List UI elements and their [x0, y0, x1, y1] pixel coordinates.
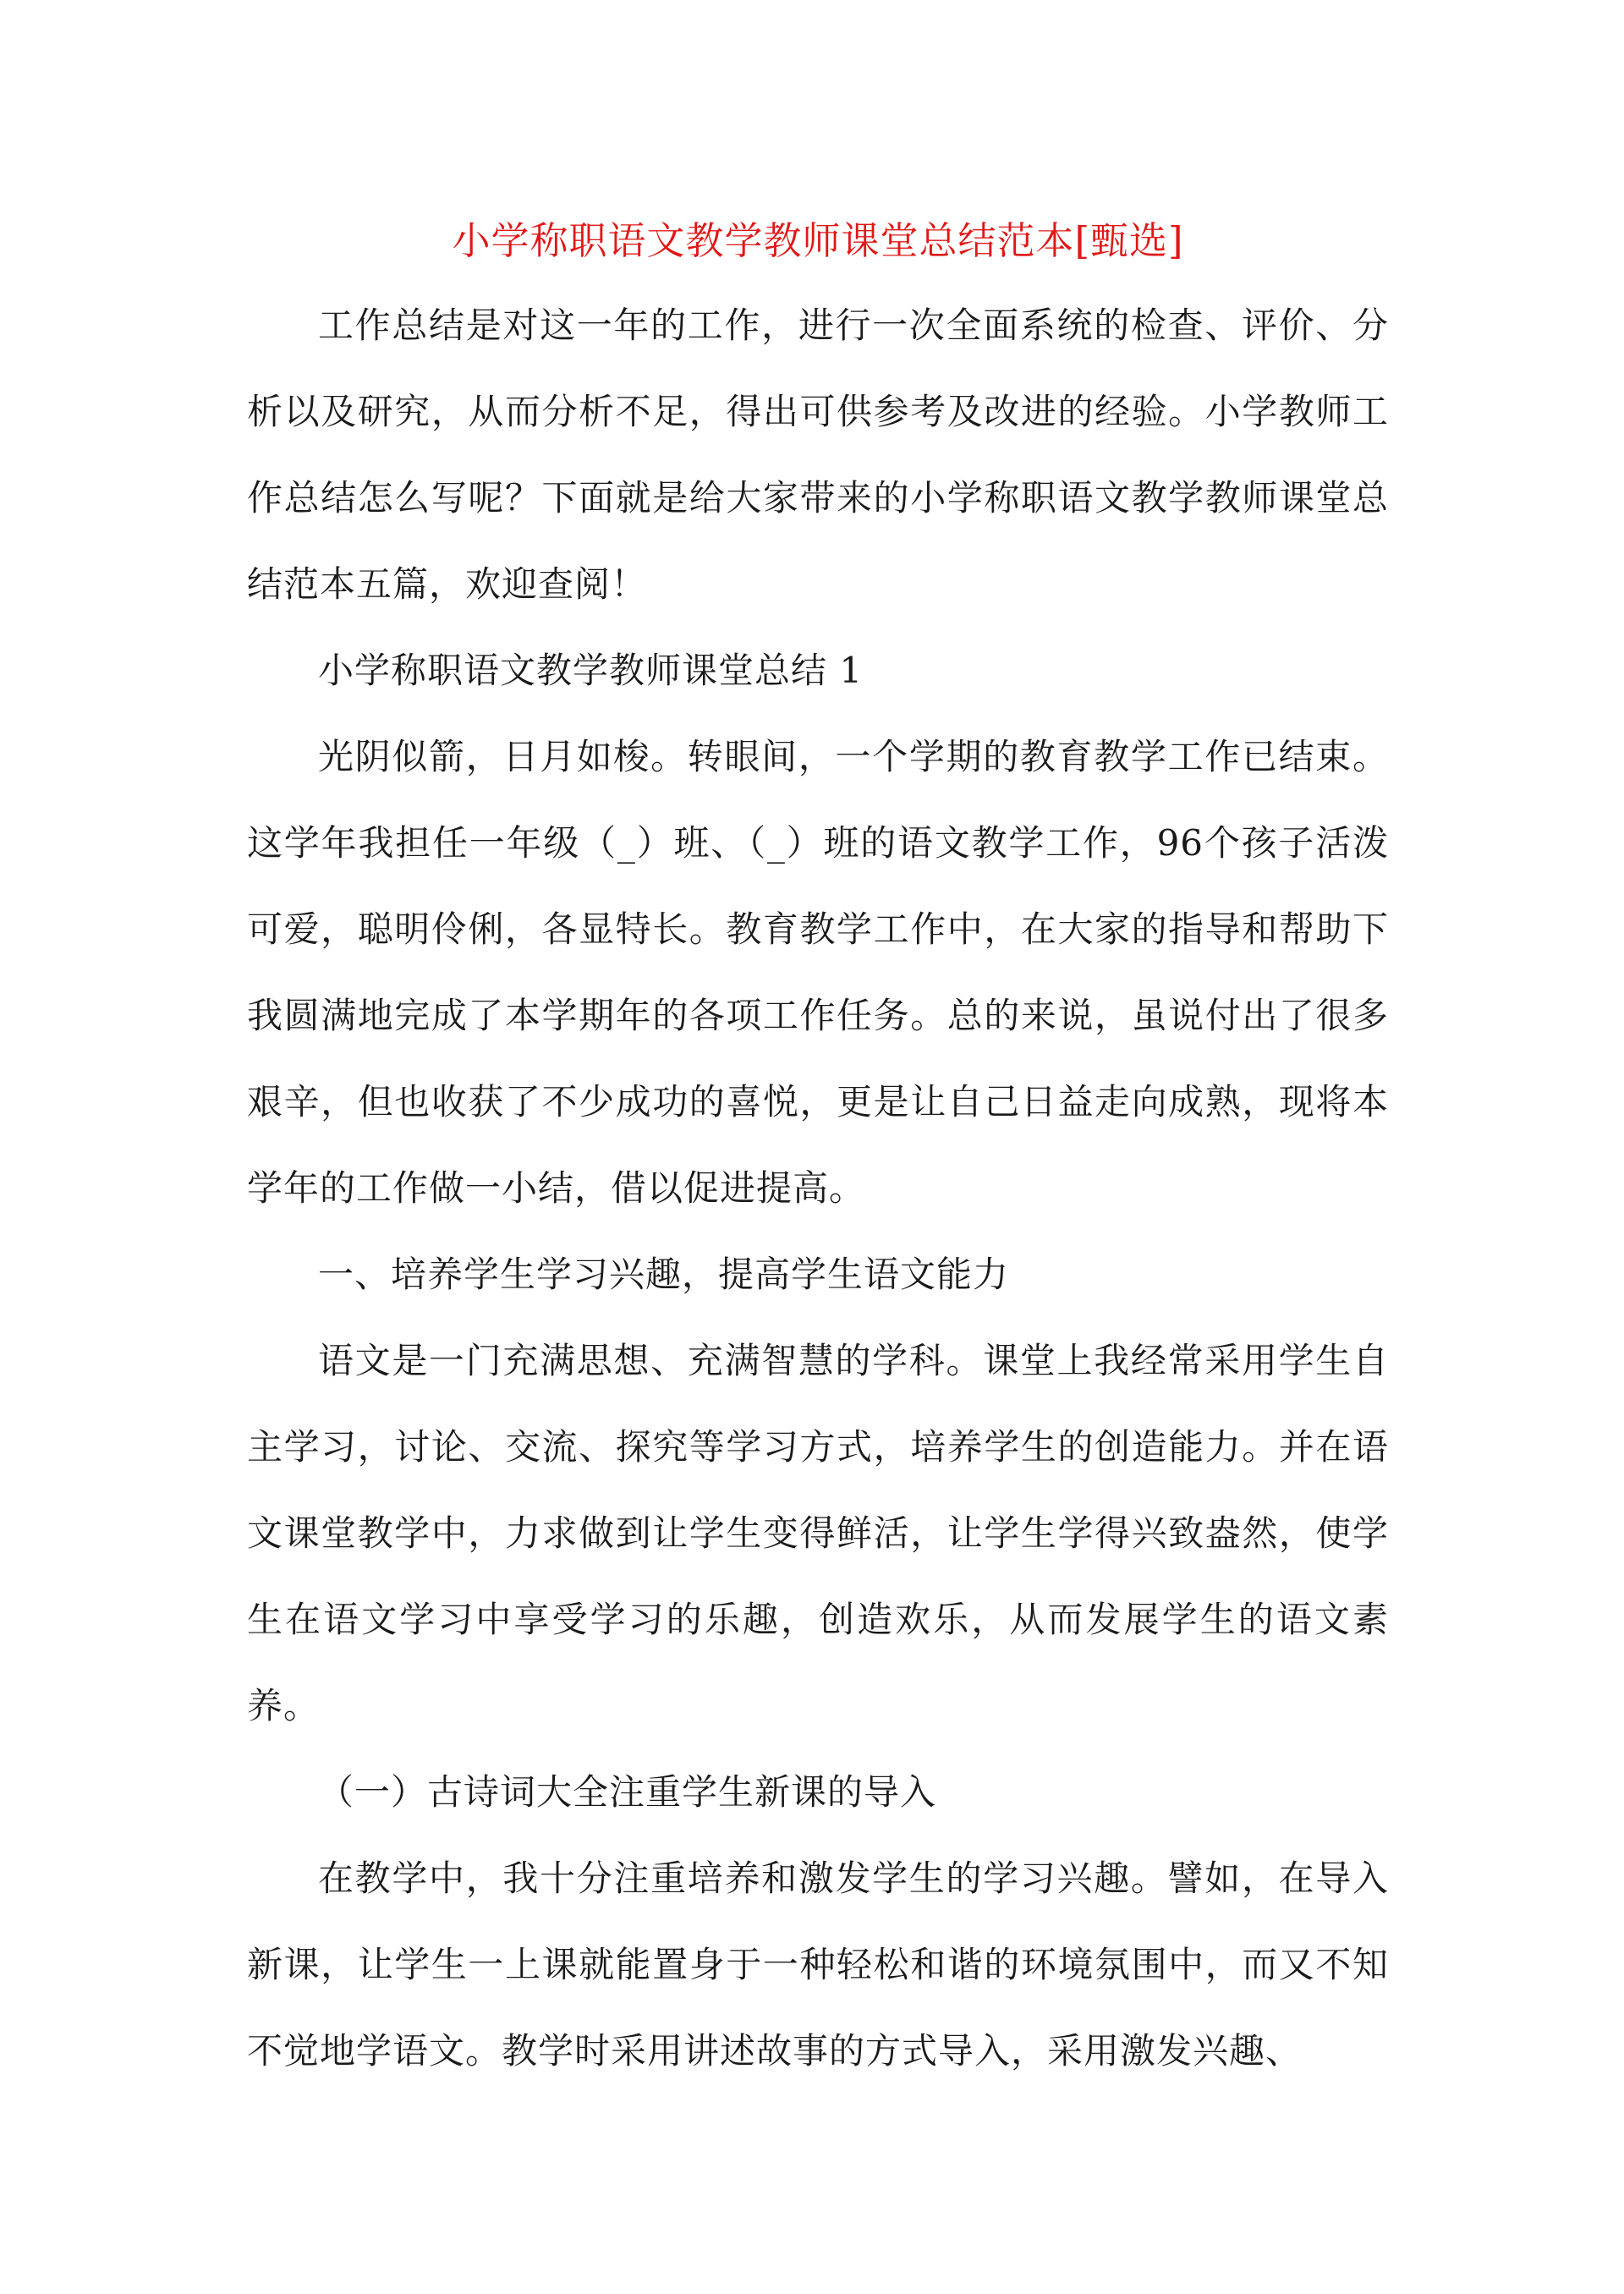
heading-1: 一、培养学生学习兴趣，提高学生语文能力	[318, 1254, 1010, 1295]
paragraph-3: 在教学中，我十分注重培养和激发学生的学习兴趣。譬如，在导入新课，让学生一上课就能置身于一种轻松和谐的环境氛围中，而又不知不觉地学语文。教学时采用讲述故事的方式导入，采用激发兴趣、	[247, 1858, 1389, 2072]
section-title: 小学称职语文教学教师课堂总结 1	[318, 650, 864, 691]
document-content	[247, 211, 1389, 2094]
paragraph-1: 光阴似箭，日月如梭。转眼间，一个学期的教育教学工作已结束。这学年我担任一年级（_）班、（_）班的语文教学工作，96个孩子活泼可爱，聪明伶俐，各显特长。教育教学工作中，在大家的指导和帮助下我圆满地完成了本学期年的各项工作任务。总的来说，虽说付出了很多艰辛，但也收获了不少成功的喜悦，更是让自己日益走向成熟，现将本学年的工作做一小结，借以促进提高。	[247, 736, 1389, 1209]
paragraph-2: 语文是一门充满思想、充满智慧的学科。课堂上我经常采用学生自主学习，讨论、交流、探究等学习方式，培养学生的创造能力。并在语文课堂教学中，力求做到让学生变得鲜活，让学生学得兴致盎然，使学生在语文学习中享受学习的乐趣，创造欢乐，从而发展学生的语文素养。	[247, 1340, 1389, 1726]
subheading-1: （一）古诗词大全注重学生新课的导入	[318, 1771, 937, 1813]
intro-paragraph: 工作总结是对这一年的工作，进行一次全面系统的检查、评价、分析以及研究，从而分析不足，得出可供参考及改进的经验。小学教师工作总结怎么写呢？下面就是给大家带来的小学称职语文教学教师课堂总结范本五篇，欢迎查阅！	[247, 305, 1389, 605]
document-title: 小学称职语文教学教师课堂总结范本[甄选]	[452, 218, 1184, 263]
